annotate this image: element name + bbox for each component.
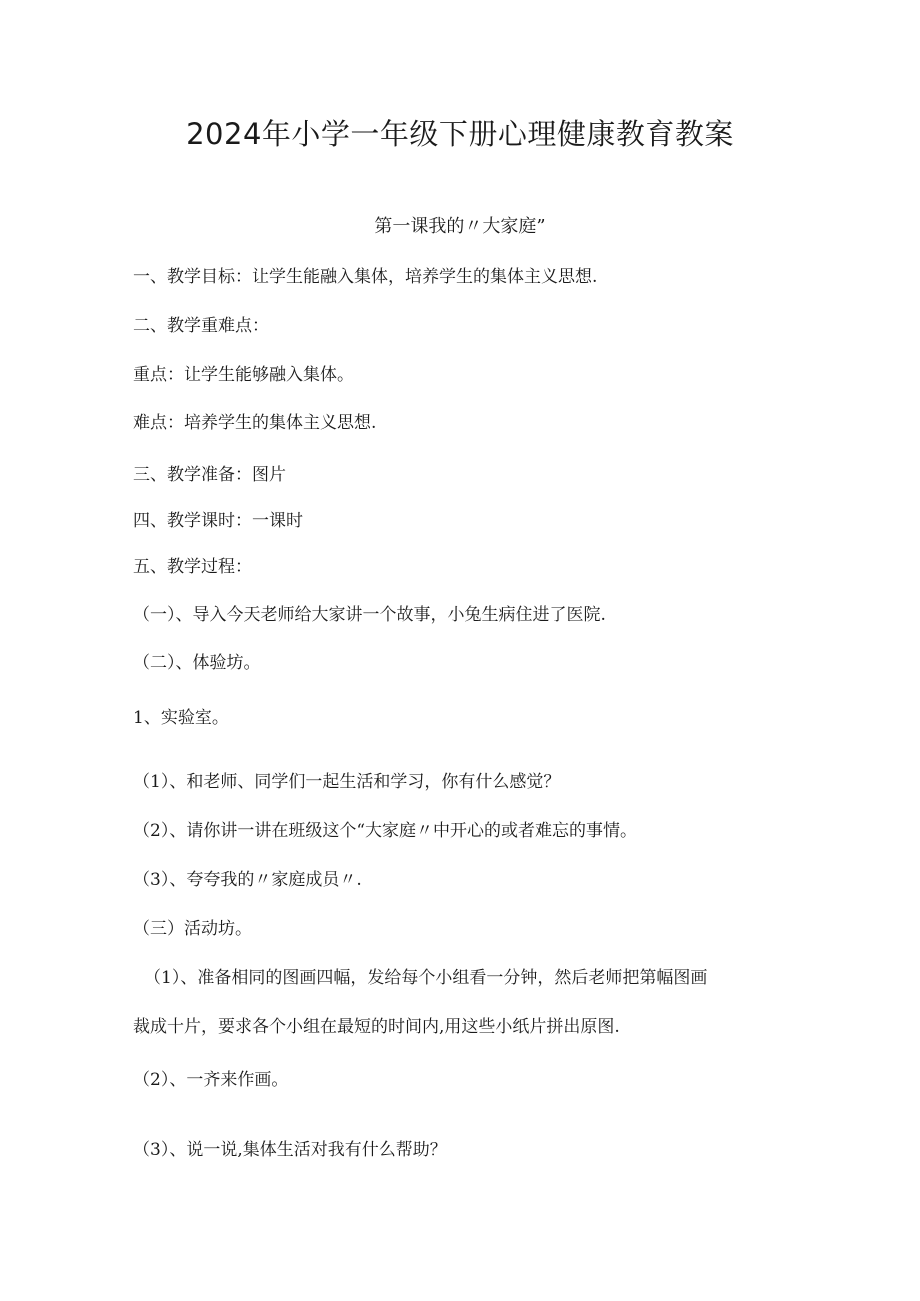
process-step-2: （二）、体验坊。 (133, 653, 261, 673)
teaching-goal: 一、教学目标：让学生能融入集体，培养学生的集体主义思想. (133, 267, 598, 287)
experience-item-3: （3）、夸夸我的〃家庭成员〃. (133, 870, 362, 890)
difficult-point: 难点：培养学生的集体主义思想. (133, 413, 377, 433)
experience-item-2: （2）、请你讲一讲在班级这个“大家庭〃中开心的或者难忘的事情。 (133, 821, 638, 841)
activity-item-2: （2）、一齐来作画。 (133, 1070, 289, 1090)
experiment-heading: 1、实验室。 (133, 708, 229, 728)
teaching-process-heading: 五、教学过程： (133, 557, 252, 577)
experience-item-1: （1）、和老师、同学们一起生活和学习，你有什么感觉？ (133, 772, 561, 792)
teaching-preparation: 三、教学准备：图片 (133, 465, 286, 485)
key-point: 重点：让学生能够融入集体。 (133, 365, 354, 385)
activity-item-3: （3）、说一说,集体生活对我有什么帮助？ (133, 1140, 447, 1160)
lesson-title: 第一课我的〃大家庭” (374, 216, 546, 237)
process-step-1: （一）、导入今天老师给大家讲一个故事，小兔生病住进了医院. (133, 605, 606, 625)
document-title: 2024年小学一年级下册心理健康教育教案 (186, 117, 734, 151)
activity-item-1: （1）、准备相同的图画四幅，发给每个小组看一分钟，然后老师把第幅图画 (144, 968, 708, 988)
process-step-3: （三）活动坊。 (133, 919, 252, 939)
activity-item-1-continued: 裁成十片，要求各个小组在最短的时间内,用这些小纸片拼出原图. (133, 1017, 620, 1037)
key-difficult-points-heading: 二、教学重难点： (133, 316, 269, 336)
teaching-hours: 四、教学课时：一课时 (133, 511, 303, 531)
